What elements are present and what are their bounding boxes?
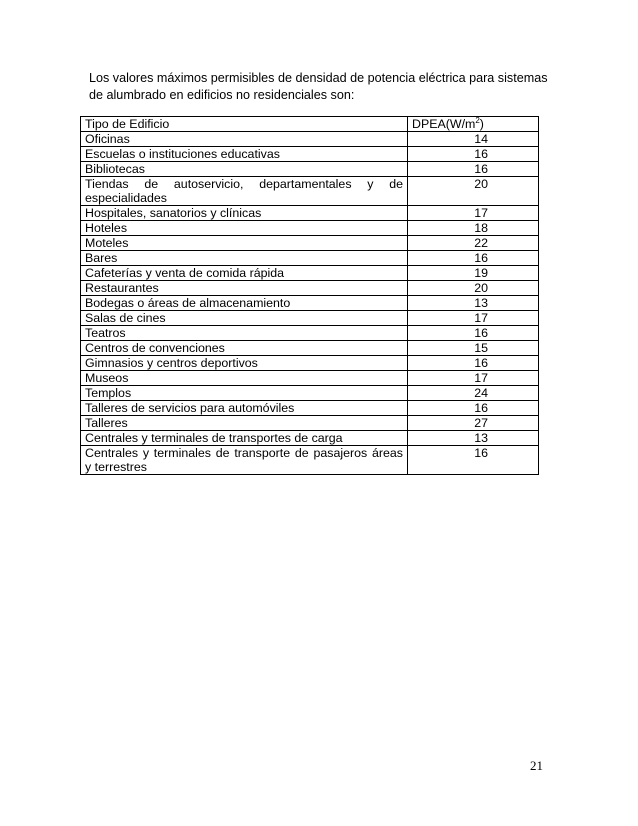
table-row bbox=[81, 206, 539, 221]
building-type-cell: Bares bbox=[81, 251, 408, 266]
table-row bbox=[81, 416, 539, 431]
table-row bbox=[81, 386, 539, 401]
table-row bbox=[81, 266, 539, 281]
table-row bbox=[81, 371, 539, 386]
table-header-row bbox=[81, 117, 539, 132]
table-row bbox=[81, 162, 539, 177]
dpea-value-cell: 18 bbox=[408, 221, 539, 236]
building-type-cell: Museos bbox=[81, 371, 408, 386]
table-row bbox=[81, 401, 539, 416]
building-type-cell: Hoteles bbox=[81, 221, 408, 236]
dpea-value-cell: 27 bbox=[408, 416, 539, 431]
dpea-value-cell: 13 bbox=[408, 296, 539, 311]
building-type-cell: Salas de cines bbox=[81, 311, 408, 326]
table-row bbox=[81, 326, 539, 341]
table-row bbox=[81, 251, 539, 266]
table-row bbox=[81, 446, 539, 475]
building-type-cell: Cafeterías y venta de comida rápida bbox=[81, 266, 408, 281]
building-type-cell: Gimnasios y centros deportivos bbox=[81, 356, 408, 371]
dpea-value-cell: 16 bbox=[408, 147, 539, 162]
table-row bbox=[81, 236, 539, 251]
building-type-cell: Templos bbox=[81, 386, 408, 401]
dpea-value-cell: 14 bbox=[408, 132, 539, 147]
dpea-table bbox=[80, 116, 539, 475]
building-type-cell: Escuelas o instituciones educativas bbox=[81, 147, 408, 162]
building-type-cell: Bibliotecas bbox=[81, 162, 408, 177]
building-type-cell: Talleres de servicios para automóviles bbox=[81, 401, 408, 416]
table-row bbox=[81, 281, 539, 296]
building-type-cell: Teatros bbox=[81, 326, 408, 341]
building-type-cell: Centrales y terminales de transporte de pasajeros áreas y terrestres bbox=[81, 446, 408, 475]
building-type-cell: Restaurantes bbox=[81, 281, 408, 296]
dpea-value-cell: 22 bbox=[408, 236, 539, 251]
dpea-value-cell: 16 bbox=[408, 162, 539, 177]
table-row bbox=[81, 296, 539, 311]
dpea-value-cell: 19 bbox=[408, 266, 539, 281]
dpea-value-cell: 13 bbox=[408, 431, 539, 446]
building-type-cell: Moteles bbox=[81, 236, 408, 251]
dpea-value-cell: 24 bbox=[408, 386, 539, 401]
building-type-cell: Centros de convenciones bbox=[81, 341, 408, 356]
table-row bbox=[81, 221, 539, 236]
page-number: 21 bbox=[530, 758, 543, 773]
building-type-cell: Tiendas de autoservicio, departamentales y de especialidades bbox=[81, 177, 408, 206]
dpea-value-cell: 16 bbox=[408, 251, 539, 266]
table-row bbox=[81, 147, 539, 162]
header-tipo-edificio: Tipo de Edificio bbox=[81, 117, 408, 132]
dpea-value-cell: 16 bbox=[408, 356, 539, 371]
dpea-value-cell: 17 bbox=[408, 206, 539, 221]
table-row bbox=[81, 132, 539, 147]
table-row bbox=[81, 177, 539, 206]
header-dpea-prefix: DPEA(W/m bbox=[412, 117, 476, 131]
header-dpea bbox=[408, 117, 539, 132]
building-type-cell: Talleres bbox=[81, 416, 408, 431]
building-type-cell: Bodegas o áreas de almacenamiento bbox=[81, 296, 408, 311]
dpea-value-cell: 20 bbox=[408, 281, 539, 296]
table-row bbox=[81, 431, 539, 446]
table-row bbox=[81, 311, 539, 326]
dpea-value-cell: 16 bbox=[408, 326, 539, 341]
dpea-value-cell: 16 bbox=[408, 446, 539, 475]
building-type-cell: Hospitales, sanatorios y clínicas bbox=[81, 206, 408, 221]
dpea-value-cell: 17 bbox=[408, 371, 539, 386]
building-type-cell: Oficinas bbox=[81, 132, 408, 147]
header-dpea-suffix: ) bbox=[479, 117, 484, 131]
building-type-cell: Centrales y terminales de transportes de carga bbox=[81, 431, 408, 446]
dpea-value-cell: 16 bbox=[408, 401, 539, 416]
intro-paragraph: Los valores máximos permisibles de densidad de potencia eléctrica para sistemas de alumbrado en edificios no residenciales son: bbox=[89, 71, 548, 102]
header-dpea-exponent: 2 bbox=[475, 116, 480, 125]
table-row bbox=[81, 341, 539, 356]
dpea-value-cell: 17 bbox=[408, 311, 539, 326]
dpea-value-cell: 20 bbox=[408, 177, 539, 206]
dpea-value-cell: 15 bbox=[408, 341, 539, 356]
table-row bbox=[81, 356, 539, 371]
